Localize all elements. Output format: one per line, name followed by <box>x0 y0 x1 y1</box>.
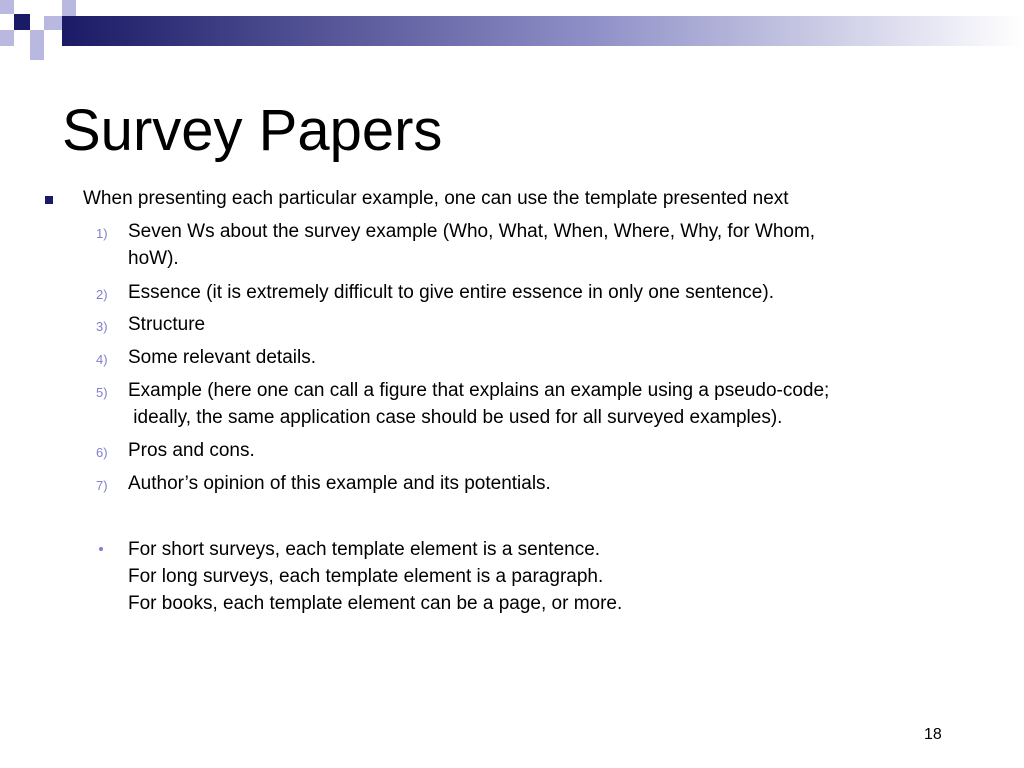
deco-square-1 <box>0 0 14 14</box>
item-text-1-line-2: hoW). <box>128 248 179 269</box>
square-bullet-icon <box>45 196 53 204</box>
item-text-5-line-1: Example (here one can call a figure that explains an example using a pseudo-code; <box>128 380 830 401</box>
item-number-1: 1) <box>96 226 108 241</box>
deco-square-6 <box>14 30 30 46</box>
item-number-5: 5) <box>96 385 108 400</box>
item-number-4: 4) <box>96 352 108 367</box>
item-text-5-line-2: ideally, the same application case should be used for all surveyed examples). <box>128 407 783 428</box>
dot-bullet-icon <box>98 546 104 552</box>
item-text-3-line-1: Structure <box>128 314 206 335</box>
item-text-1-line-1: Seven Ws about the survey example (Who, What, When, Where, Why, for Whom, <box>128 221 816 242</box>
deco-square-7 <box>0 30 14 46</box>
page-number: 18 <box>924 726 942 743</box>
item-text-2-line-1: Essence (it is extremely difficult to give entire essence in only one sentence). <box>128 282 774 303</box>
dot-item-line-3: For books, each template element can be a page, or more. <box>128 593 623 614</box>
dot-item-line-1: For short surveys, each template element is a sentence. <box>128 539 601 560</box>
deco-square-8 <box>30 46 44 60</box>
item-number-6: 6) <box>96 445 108 460</box>
item-number-7: 7) <box>96 478 108 493</box>
item-text-4-line-1: Some relevant details. <box>128 347 316 368</box>
deco-square-3 <box>30 0 44 14</box>
header-gradient-bar <box>62 16 1024 46</box>
dot-item-line-2: For long surveys, each template element is a paragraph. <box>128 566 604 587</box>
slide-title: Survey Papers <box>62 98 443 163</box>
item-text-7-line-1: Author’s opinion of this example and its potentials. <box>128 473 551 494</box>
item-number-2: 2) <box>96 287 108 302</box>
header-decoration <box>0 0 1024 64</box>
deco-square-4 <box>44 16 62 30</box>
item-number-3: 3) <box>96 319 108 334</box>
deco-square-5 <box>30 30 44 46</box>
main-bullet-text: When presenting each particular example, one can use the template presented next <box>83 188 789 209</box>
deco-square-2 <box>14 14 30 30</box>
deco-square-9 <box>62 0 76 16</box>
item-text-6-line-1: Pros and cons. <box>128 440 255 461</box>
